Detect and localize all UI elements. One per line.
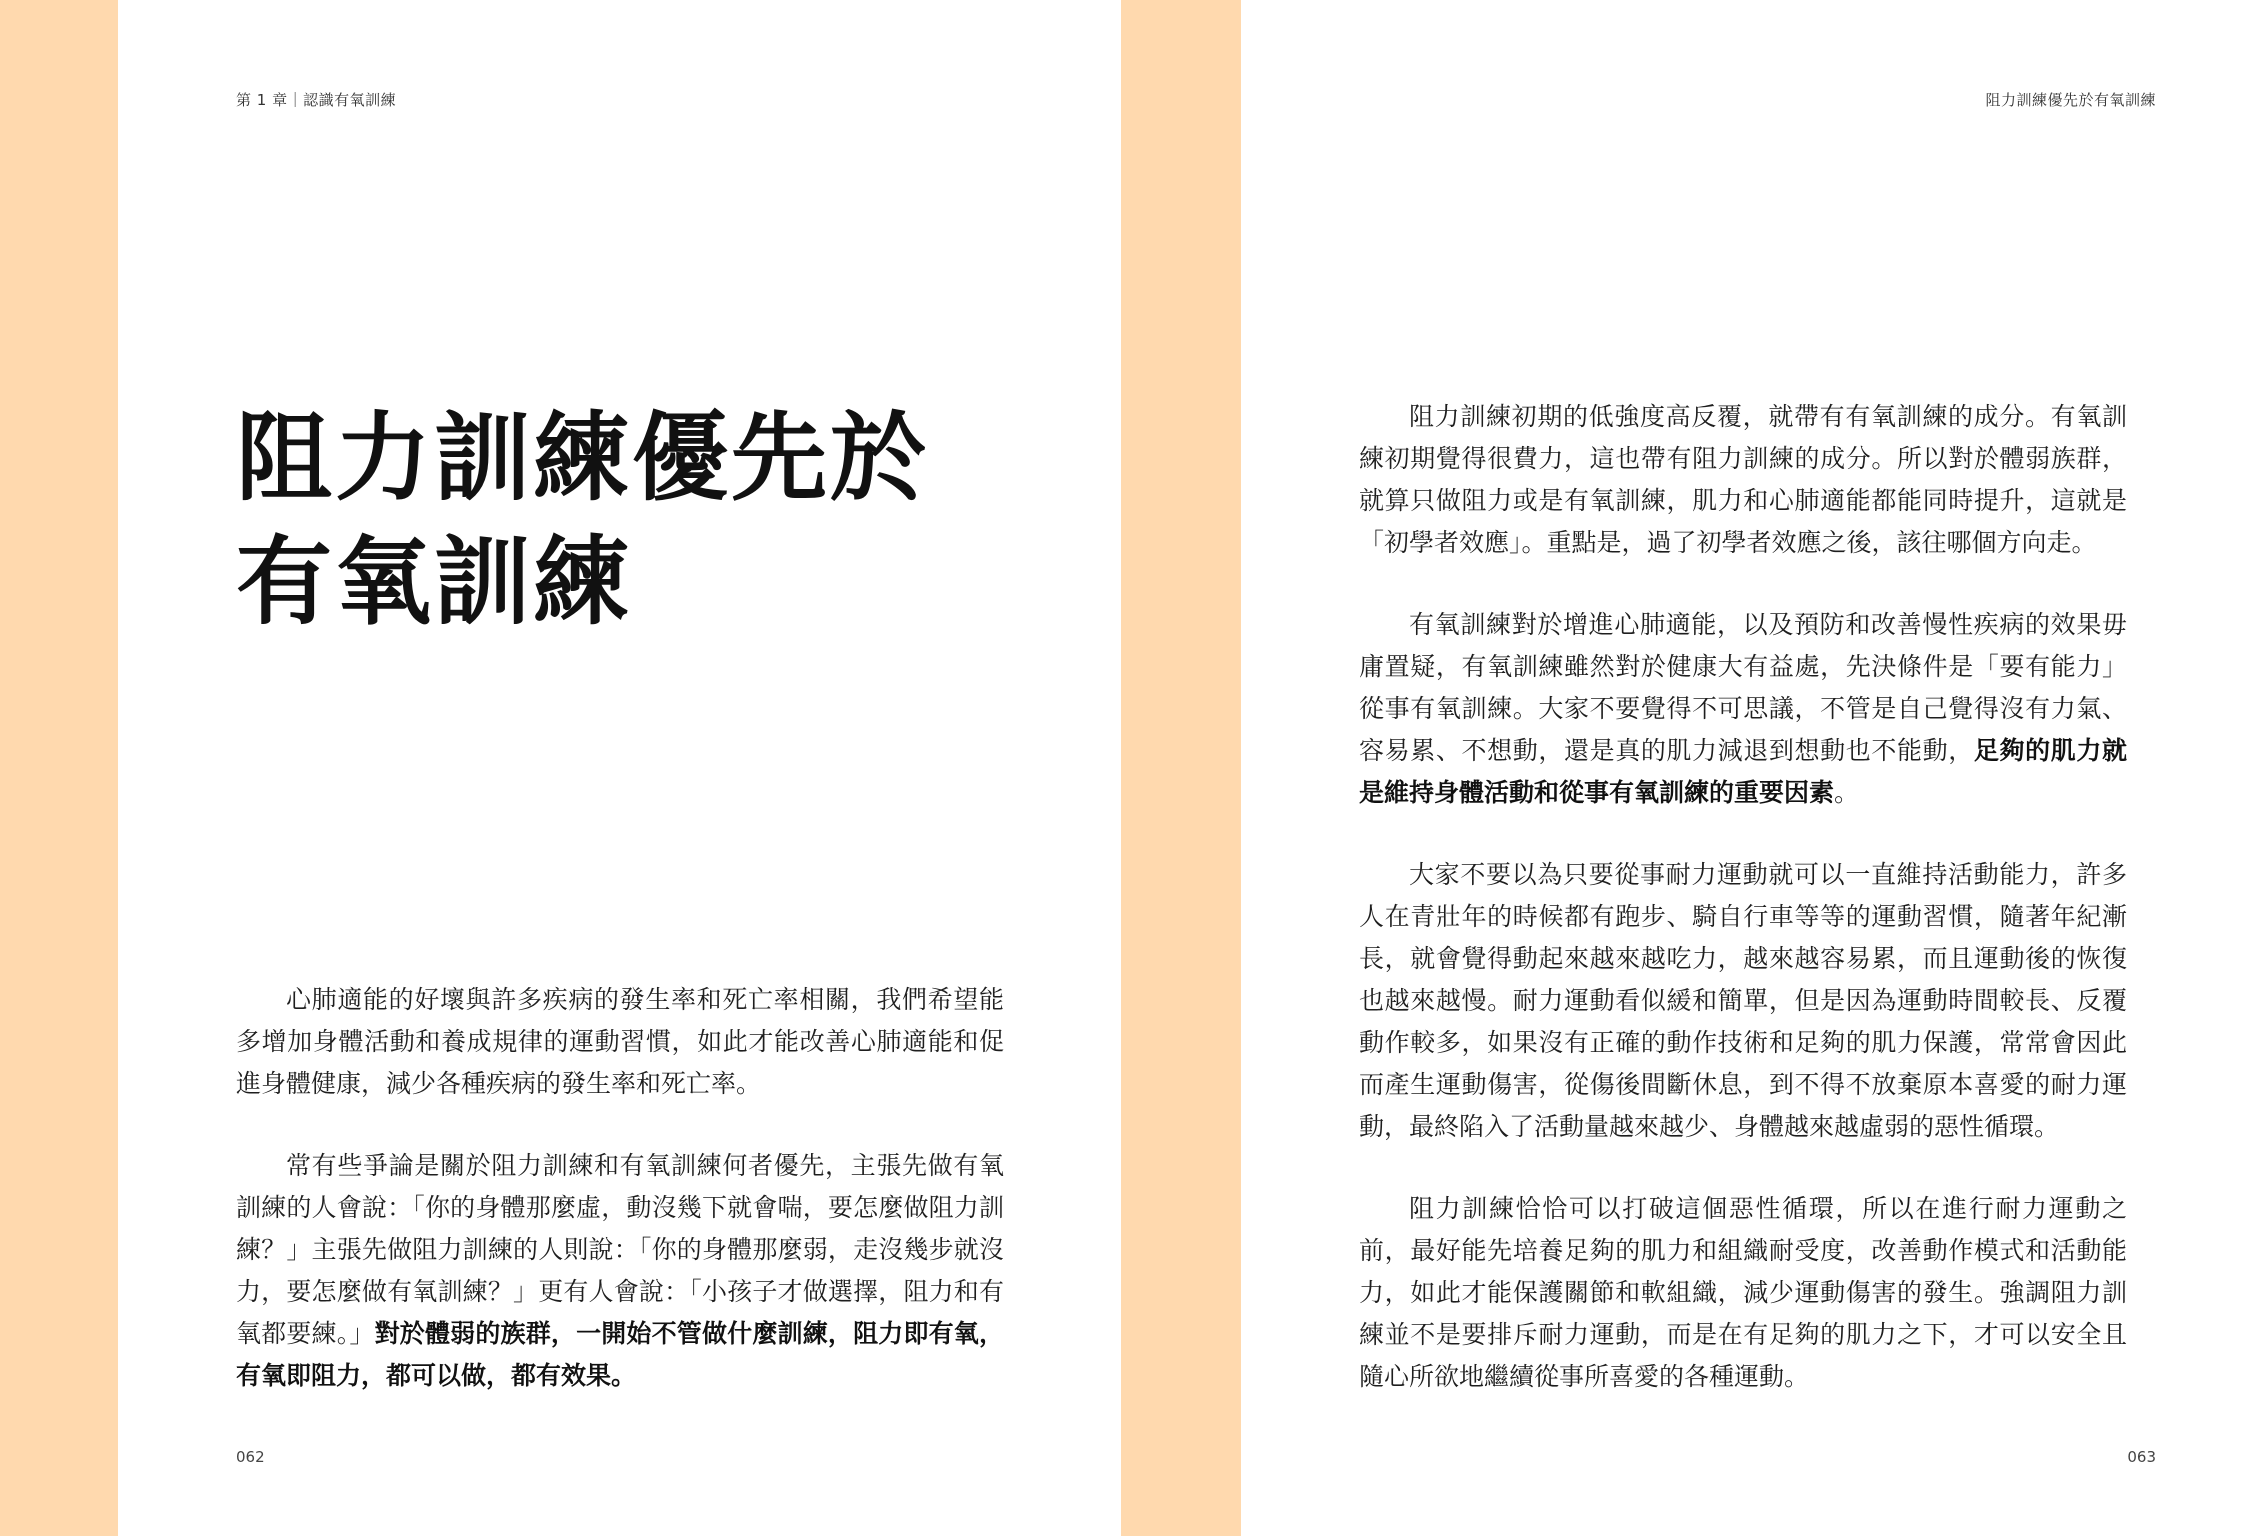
running-head-right: 阻力訓練優先於有氧訓練 (1985, 91, 2156, 109)
paragraph-text: 有氧訓練對於增進心肺適能，以及預防和改善慢性疾病的效果毋庸置疑，有氧訓練雖然對於健康大有益處，先決條件是「要有能力」從事有氧訓練。大家不要覺得不可思議，不管是自己覺得沒有力氣、容易累、不想動，還是真的肌力減退到想動也不能動， (1359, 610, 2127, 765)
paragraph (1359, 604, 2127, 814)
page-number-left: 062 (236, 1448, 265, 1466)
page-number-right: 063 (2127, 1448, 2156, 1466)
section-title-line-2: 有氧訓練 (236, 526, 632, 638)
right-body-text (1359, 396, 2127, 1398)
section-title (236, 396, 996, 644)
right-page (1241, 0, 2245, 1536)
paragraph-text: 常有些爭論是關於阻力訓練和有氧訓練何者優先，主張先做有氧訓練的人會說：「你的身體那麼虛，動沒幾下就會喘，要怎麼做阻力訓練？」主張先做阻力訓練的人則說：「你的身體那麼弱，走沒幾步就沒力，要怎麼做有氧訓練？」更有人會說：「小孩子才做選擇，阻力和有氧都要練。」 (236, 1151, 1004, 1348)
paragraph (236, 979, 1004, 1105)
emphasis-text: 對於體弱的族群，一開始不管做什麼訓練，阻力即有氧，有氧即阻力，都可以做，都有效果。 (236, 1319, 1004, 1390)
paragraph (1359, 396, 2127, 564)
emphasis-text: 足夠的肌力就是維持身體活動和從事有氧訓練的重要因素 (1359, 736, 2127, 807)
paragraph-text: 阻力訓練初期的低強度高反覆，就帶有有氧訓練的成分。有氧訓練初期覺得很費力，這也帶有阻力訓練的成分。所以對於體弱族群，就算只做阻力或是有氧訓練，肌力和心肺適能都能同時提升，這就是「初學者效應」。重點是，過了初學者效應之後，該往哪個方向走。 (1359, 402, 2127, 557)
paragraph-tail: 。 (1834, 778, 1860, 807)
left-page (118, 0, 1121, 1536)
paragraph (1359, 1188, 2127, 1398)
running-head-left: 第 1 章｜認識有氧訓練 (236, 91, 397, 109)
paragraph (236, 1145, 1004, 1397)
paragraph-text: 大家不要以為只要從事耐力運動就可以一直維持活動能力，許多人在青壯年的時候都有跑步、騎自行車等等的運動習慣，隨著年紀漸長，就會覺得動起來越來越吃力，越來越容易累，而且運動後的恢復也越來越慢。耐力運動看似緩和簡單，但是因為運動時間較長、反覆動作較多，如果沒有正確的動作技術和足夠的肌力保護，常常會因此而產生運動傷害，從傷後間斷休息，到不得不放棄原本喜愛的耐力運動，最終陷入了活動量越來越少、身體越來越虛弱的惡性循環。 (1359, 860, 2127, 1141)
paragraph-text: 心肺適能的好壞與許多疾病的發生率和死亡率相關，我們希望能多增加身體活動和養成規律的運動習慣，如此才能改善心肺適能和促進身體健康，減少各種疾病的發生率和死亡率。 (236, 985, 1004, 1098)
left-body-text (236, 979, 1004, 1397)
paragraph-text: 阻力訓練恰恰可以打破這個惡性循環，所以在進行耐力運動之前，最好能先培養足夠的肌力和組織耐受度，改善動作模式和活動能力，如此才能保護關節和軟組織，減少運動傷害的發生。強調阻力訓練並不是要排斥耐力運動，而是在有足夠的肌力之下，才可以安全且隨心所欲地繼續從事所喜愛的各種運動。 (1359, 1194, 2127, 1391)
paragraph (1359, 854, 2127, 1148)
section-title-line-1: 阻力訓練優先於 (236, 402, 929, 514)
